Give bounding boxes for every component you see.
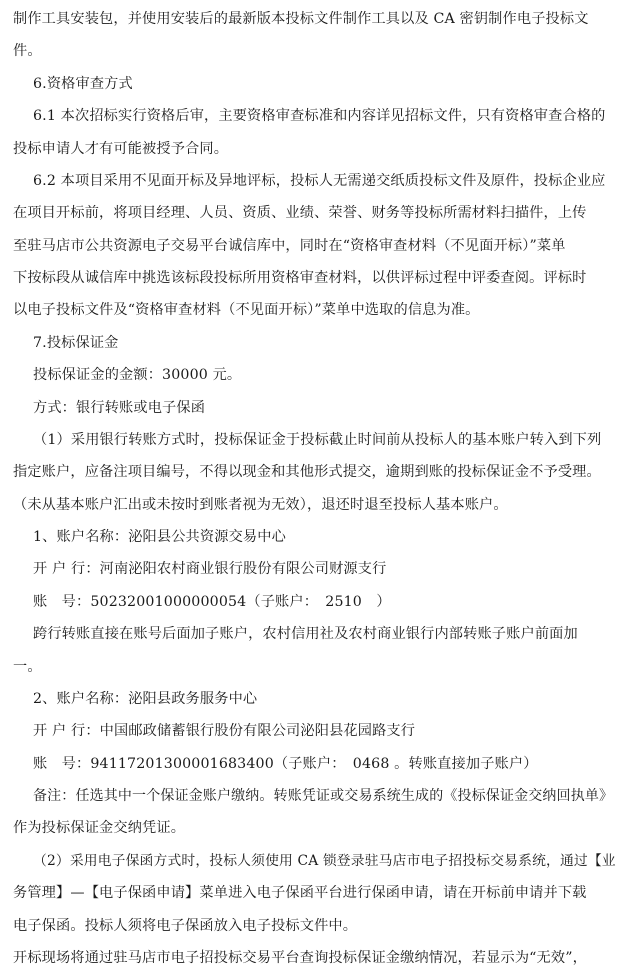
text-line: 电子保函。投标人须将电子保函放入电子投标文件中。 [13, 918, 358, 934]
text-line: 账 号：94117201300001683400（子账户： 0468 。转账直接加子账户） [33, 756, 538, 772]
text-line: 务管理】—【电子保函申请】菜单进入电子保函平台进行保函申请，请在开标前申请并下载 [13, 885, 587, 901]
text-line: （未从基本账户汇出或未按时到账者视为无效），退还时退至投标人基本账户。 [13, 497, 508, 513]
text-line: 方式：银行转账或电子保函 [33, 400, 206, 416]
section-heading: 6.资格审查方式 [33, 76, 133, 92]
text-line: 件。 [13, 43, 42, 59]
text-line: 开标现场将通过驻马店市电子招投标交易平台查询投标保证金缴纳情况，若显示为“无效”， [13, 950, 587, 966]
text-line: 跨行转账直接在账号后面加子账户，农村信用社及农村商业银行内部转账子账户前面加 [33, 626, 578, 642]
text-line: 指定账户，应备注项目编号，不得以现金和其他形式提交，逾期到账的投标保证金不予受理。 [13, 464, 601, 480]
text-line: 6.2 本项目采用不见面开标及异地评标，投标人无需递交纸质投标文件及原件，投标企业应 [33, 173, 606, 189]
text-line: 账 号：50232001000000054（子账户： 2510 ） [33, 594, 391, 610]
text-line: 以电子投标文件及“资格审查材料（不见面开标）”菜单中选取的信息为准。 [13, 302, 480, 318]
text-line: 制作工具安装包，并使用安装后的最新版本投标文件制作工具以及 CA 密钥制作电子投标文 [13, 11, 589, 27]
text-line: 2、账户名称：泌阳县政务服务中心 [33, 691, 258, 707]
text-line: 至驻马店市公共资源电子交易平台诚信库中，同时在“资格审查材料（不见面开标）”菜单 [13, 238, 566, 254]
text-line: 开 户 行：中国邮政储蓄银行股份有限公司泌阳县花园路支行 [33, 723, 416, 739]
text-line: 投标保证金的金额：30000 元。 [33, 367, 242, 383]
section-heading: 7.投标保证金 [33, 335, 119, 351]
text-line: 开 户 行：河南泌阳农村商业银行股份有限公司财源支行 [33, 561, 387, 577]
text-line: 作为投标保证金交纳凭证。 [13, 820, 186, 836]
text-line: 下按标段从诚信库中挑选该标段投标所用资格审查材料，以供评标过程中评委查阅。评标时 [13, 270, 587, 286]
text-line: 6.1 本次招标实行资格后审，主要资格审查标准和内容详见招标文件，只有资格审查合格的 [33, 108, 606, 124]
text-line: 在项目开标前，将项目经理、人员、资质、业绩、荣誉、财务等投标所需材料扫描件，上传 [13, 205, 587, 221]
text-line: （2）采用电子保函方式时，投标人须使用 CA 锁登录驻马店市电子招投标交易系统，通过【业 [33, 853, 616, 869]
text-line: 备注：任选其中一个保证金账户缴纳。转账凭证或交易系统生成的《投标保证金交纳回执单》 [33, 788, 614, 804]
text-line: 一。 [13, 659, 42, 675]
text-line: （1）采用银行转账方式时，投标保证金于投标截止时间前从投标人的基本账户转入到下列 [33, 432, 602, 448]
text-line: 1、账户名称：泌阳县公共资源交易中心 [33, 529, 286, 545]
text-line: 投标申请人才有可能被授予合同。 [13, 141, 229, 157]
